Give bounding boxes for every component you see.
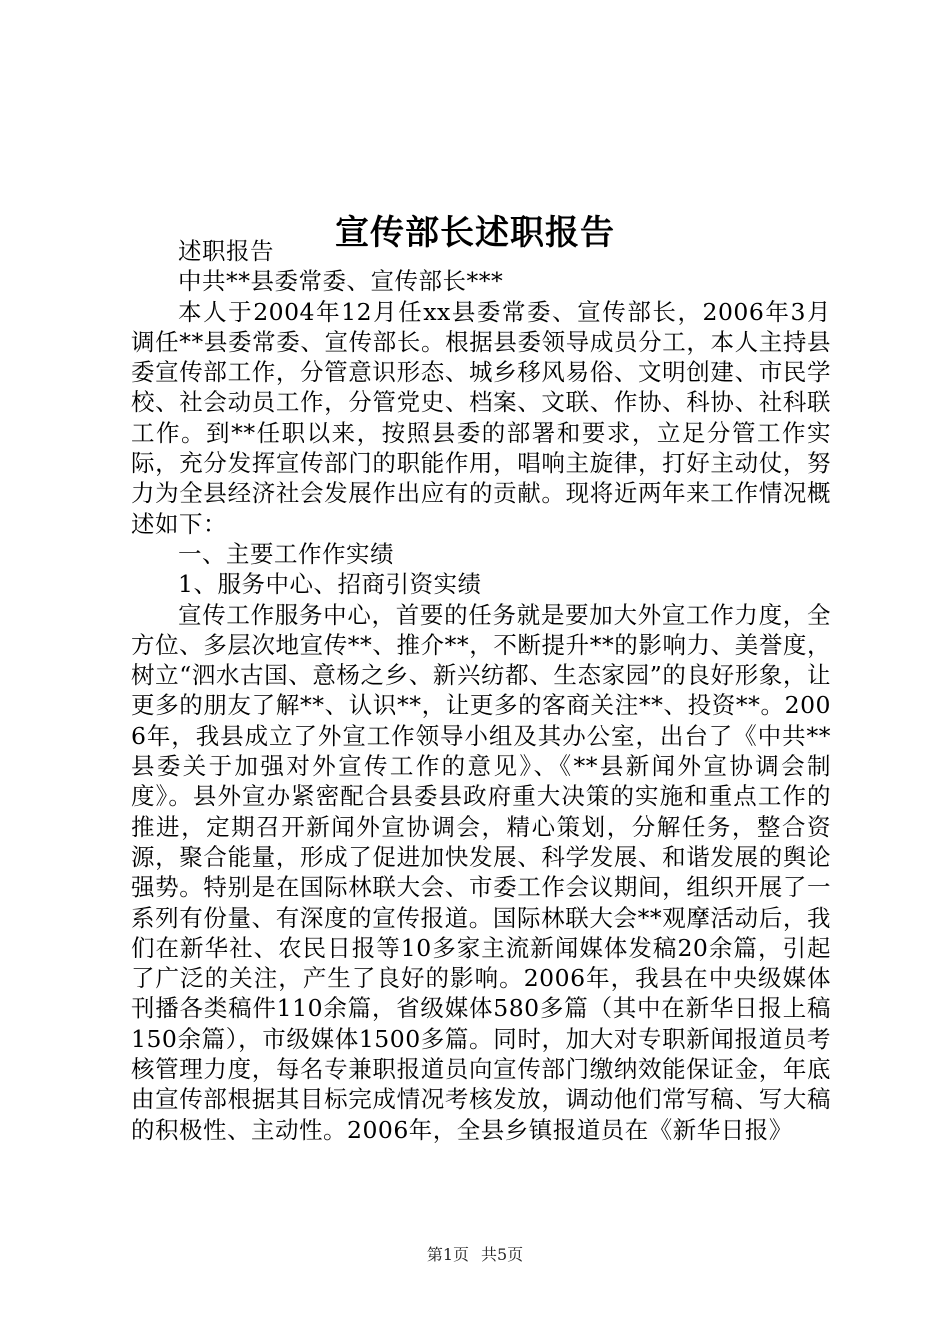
page-footer <box>0 1244 950 1266</box>
paragraph-heading: 述职报告 <box>178 237 274 265</box>
document-title: 宣传部长述职报告 <box>335 212 615 253</box>
page-number: 第1页 <box>426 1245 469 1264</box>
paragraph-body: 宣传工作服务中心，首要的任务就是要加大外宣工作力度，全方位、多层次地宣传**、推介**，不断提升**的影响力、美誉度，树立“泗水古国、意杨之乡、新兴纺都、生态家园”的良好形象，让更多的朋友了解**、认识**，让更多的客商关注**、投资**。2006年，我县成立了外宣工作领导小组及其办公室，出台了《中共**县委关于加强对外宣传工作的意见》、《**县新闻外宣协调会制度》。县外宣办紧密配合县委县政府重大决策的实施和重点工作的推进，定期召开新闻外宣协调会，精心策划，分解任务，整合资源，聚合能量，形成了促进加快发展、科学发展、和谐发展的舆论强势。特别是在国际林联大会、市委工作会议期间，组织开展了一系列有份量、有深度的宣传报道。国际林联大会**观摩活动后，我们在新华社、农民日报等10多家主流新闻媒体发稿20余篇，引起了广泛的关注，产生了良好的影响。2006年，我县在中央级媒体刊播各类稿件110余篇，省级媒体580多篇（其中在新华日报上稿150余篇），市级媒体1500多篇。同时，加大对专职新闻报道员考核管理力度，每名专兼职报道员向宣传部门缴纳效能保证金，年底由宣传部根据其目标完成情况考核发放，调动他们常写稿、写大稿的积极性、主动性。2006年，全县乡镇报道员在《新华日报》 <box>131 600 831 1144</box>
paragraph-intro: 本人于2004年12月任xx县委常委、宣传部长，2006年3月调任**县委常委、宣传部长。根据县委领导成员分工，本人主持县委宣传部工作，分管意识形态、城乡移风易俗、文明创建、市民学校、社会动员工作，分管党史、档案、文联、作协、科协、社科联工作。到**任职以来，按照县委的部署和要求，立足分管工作实际，充分发挥宣传部门的职能作用，唱响主旋律，打好主动仗，努力为全县经济社会发展作出应有的贡献。现将近两年来工作情况概述如下： <box>131 297 831 538</box>
paragraph-author: 中共**县委常委、宣传部长*** <box>178 267 504 296</box>
section-heading: 一、主要工作作实绩 <box>178 539 394 568</box>
subsection-heading: 1、服务中心、招商引资实绩 <box>178 570 482 599</box>
document-body <box>131 236 831 1145</box>
page-total: 共5页 <box>481 1245 524 1264</box>
